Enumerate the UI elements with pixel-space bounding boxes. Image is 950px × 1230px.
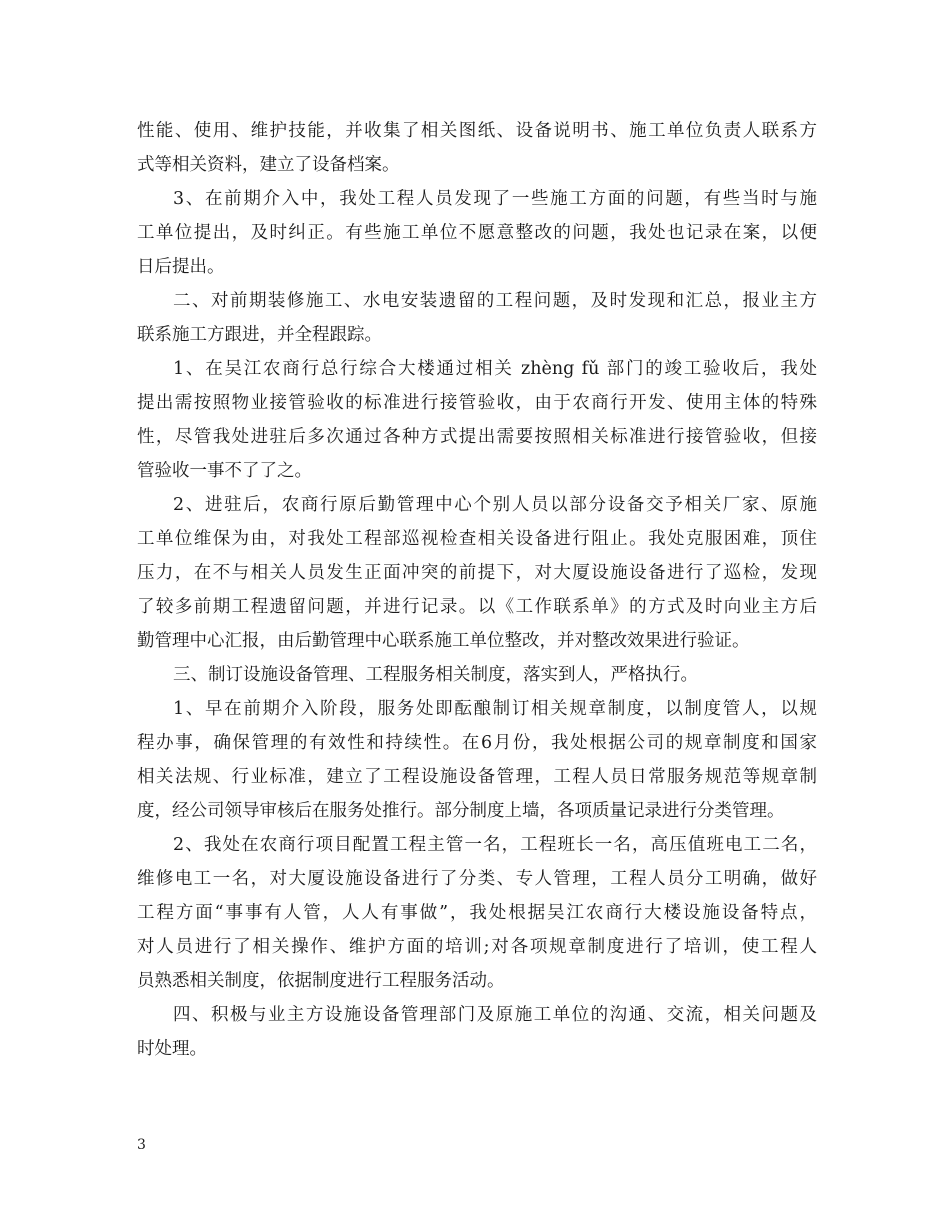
text-line: 1、早在前期介入阶段，服务处即酝酿制订相关规章制度，以制度管人，以规 [173, 699, 817, 719]
page-number: 3 [137, 1137, 146, 1153]
text-line: 提出需按照物业接管验收的标准进行接管验收，由于农商行开发、使用主体的特殊 [137, 393, 817, 413]
text-line: 相关法规、行业标准，建立了工程设施设备管理，工程人员日常服务规范等规章制 [137, 767, 817, 787]
document-body [137, 114, 817, 1066]
text-line: 1、在吴江农商行总行综合大楼通过相关 zhèng fǔ 部门的竣工验收后，我处 [173, 359, 817, 379]
text-line: 对人员进行了相关操作、维护方面的培训;对各项规章制度进行了培训，使工程人 [137, 937, 817, 957]
text-line: 勤管理中心汇报，由后勤管理中心联系施工单位整改，并对整改效果进行验证。 [137, 631, 750, 651]
text-line: 压力，在不与相关人员发生正面冲突的前提下，对大厦设施设备进行了巡检，发现 [137, 563, 817, 583]
text-line: 二、对前期装修施工、水电安装遗留的工程问题，及时发现和汇总，报业主方 [173, 291, 817, 311]
text-line: 性能、使用、维护技能，并收集了相关图纸、设备说明书、施工单位负责人联系方 [137, 121, 817, 141]
text-line: 3、在前期介入中，我处工程人员发现了一些施工方面的问题，有些当时与施 [173, 189, 817, 209]
text-line: 工单位维保为由，对我处工程部巡视检查相关设备进行阻止。我处克服困难，顶住 [137, 529, 817, 549]
text-line: 度，经公司领导审核后在服务处推行。部分制度上墙，各项质量记录进行分类管理。 [137, 801, 785, 821]
text-line: 工单位提出，及时纠正。有些施工单位不愿意整改的问题，我处也记录在案，以便 [137, 223, 817, 243]
text-line: 管验收一事不了了之。 [137, 461, 312, 481]
text-line: 2、进驻后，农商行原后勤管理中心个别人员以部分设备交予相关厂家、原施 [173, 495, 817, 515]
text-line: 联系施工方跟进，并全程跟踪。 [137, 325, 382, 345]
text-line: 日后提出。 [137, 257, 225, 277]
text-line: 2、我处在农商行项目配置工程主管一名，工程班长一名，高压值班电工二名， [173, 835, 817, 855]
text-line: 维修电工一名，对大厦设施设备进行了分类、专人管理，工程人员分工明确，做好 [137, 869, 817, 889]
text-line: 了较多前期工程遗留问题，并进行记录。以《工作联系单》的方式及时向业主方后 [137, 597, 817, 617]
text-line: 四、积极与业主方设施设备管理部门及原施工单位的沟通、交流，相关问题及 [173, 1005, 817, 1025]
text-line: 员熟悉相关制度，依据制度进行工程服务活动。 [137, 971, 505, 991]
text-line: 式等相关资料，建立了设备档案。 [137, 155, 400, 175]
text-line: 性，尽管我处进驻后多次通过各种方式提出需要按照相关标准进行接管验收，但接 [137, 427, 817, 447]
text-line: 三、制订设施设备管理、工程服务相关制度，落实到人，严格执行。 [173, 665, 698, 685]
text-line: 时处理。 [137, 1039, 207, 1059]
text-line: 程办事，确保管理的有效性和持续性。在6月份，我处根据公司的规章制度和国家 [137, 733, 817, 753]
text-line: 工程方面“事事有人管，人人有事做”，我处根据吴江农商行大楼设施设备特点， [137, 903, 817, 923]
